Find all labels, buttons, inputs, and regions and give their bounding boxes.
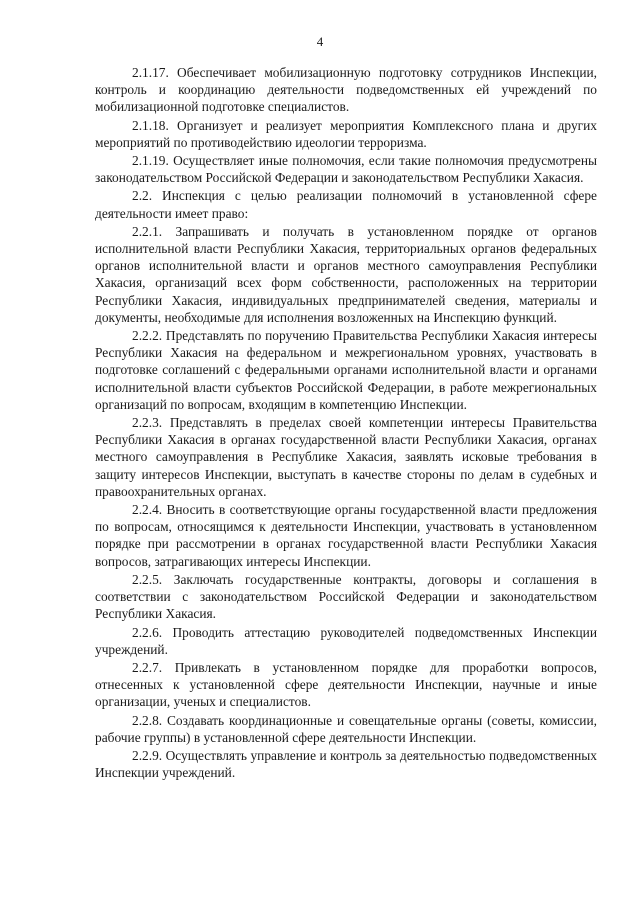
- paragraph-2-2: 2.2. Инспекция с целью реализации полномочий в установленной сфере деятельности имеет право:: [95, 188, 597, 221]
- paragraph-2-2-2: 2.2.2. Представлять по поручению Правительства Республики Хакасия интересы Республики Хакасия на федеральном и межрегиональном уровнях, участвовать в подготовке соглашений с федеральными органами исполнительной власти и органами исполнительной власти субъектов Российской Федерации, в работе межрегиональных организаций по вопросам, входящим в компетенцию Инспекции.: [95, 328, 597, 412]
- paragraph-2-2-7: 2.2.7. Привлекать в установленном порядке для проработки вопросов, отнесенных к установленной сфере деятельности Инспекции, научные и иные организации, ученых и специалистов.: [95, 659, 597, 710]
- paragraph-2-2-9: 2.2.9. Осуществлять управление и контроль за деятельностью подведомственных Инспекции учреждений.: [95, 747, 597, 781]
- paragraph-2-2-1: 2.2.1. Запрашивать и получать в установленном порядке от органов исполнительной власти Республики Хакасия, территориальных органов федеральных органов исполнительной власти и органов местного самоуправления Республики Хакасия, организаций всех форм собственности, расположенных на территории Республики Хакасия, индивидуальных предпринимателей сведения, материалы и документы, необходимые для исполнения возложенных на Инспекцию функций.: [95, 223, 597, 325]
- paragraph-2-1-17: 2.1.17. Обеспечивает мобилизационную подготовку сотрудников Инспекции, контроль и координацию деятельности подведомственных ей учреждений по мобилизационной подготовке специалистов.: [95, 65, 597, 115]
- paragraph-2-2-5: 2.2.5. Заключать государственные контракты, договоры и соглашения в соответствии с законодательством Российской Федерации и законодательством Республики Хакасия.: [95, 571, 597, 622]
- paragraph-2-2-8: 2.2.8. Создавать координационные и совещательные органы (советы, комиссии, рабочие группы) в установленной сфере деятельности Инспекции.: [95, 712, 597, 745]
- document-body: [95, 64, 597, 782]
- paragraph-2-2-6: 2.2.6. Проводить аттестацию руководителей подведомственных Инспекции учреждений.: [95, 624, 597, 657]
- paragraph-2-1-18: 2.1.18. Организует и реализует мероприятия Комплексного плана и других мероприятий по противодействию идеологии терроризма.: [95, 117, 597, 150]
- paragraph-2-2-3: 2.2.3. Представлять в пределах своей компетенции интересы Правительства Республики Хакасия в органах государственной власти Республики Хакасия, органах местного самоуправления в Республике Хакасия, заявлять исковые требования в защиту интересов Инспекции, выступать в качестве стороны по делам в судебных и правоохранительных органах.: [95, 415, 597, 499]
- paragraph-2-1-19: 2.1.19. Осуществляет иные полномочия, если такие полномочия предусмотрены законодательством Российской Федерации и законодательством Республики Хакасия.: [95, 153, 597, 186]
- page-number: 4: [316, 34, 324, 49]
- paragraph-2-2-4: 2.2.4. Вносить в соответствующие органы государственной власти предложения по вопросам, относящимся к деятельности Инспекции, участвовать в установленном порядке при рассмотрении в органах государственной власти Республики Хакасия вопросов, затрагивающих интересы Инспекции.: [95, 502, 597, 569]
